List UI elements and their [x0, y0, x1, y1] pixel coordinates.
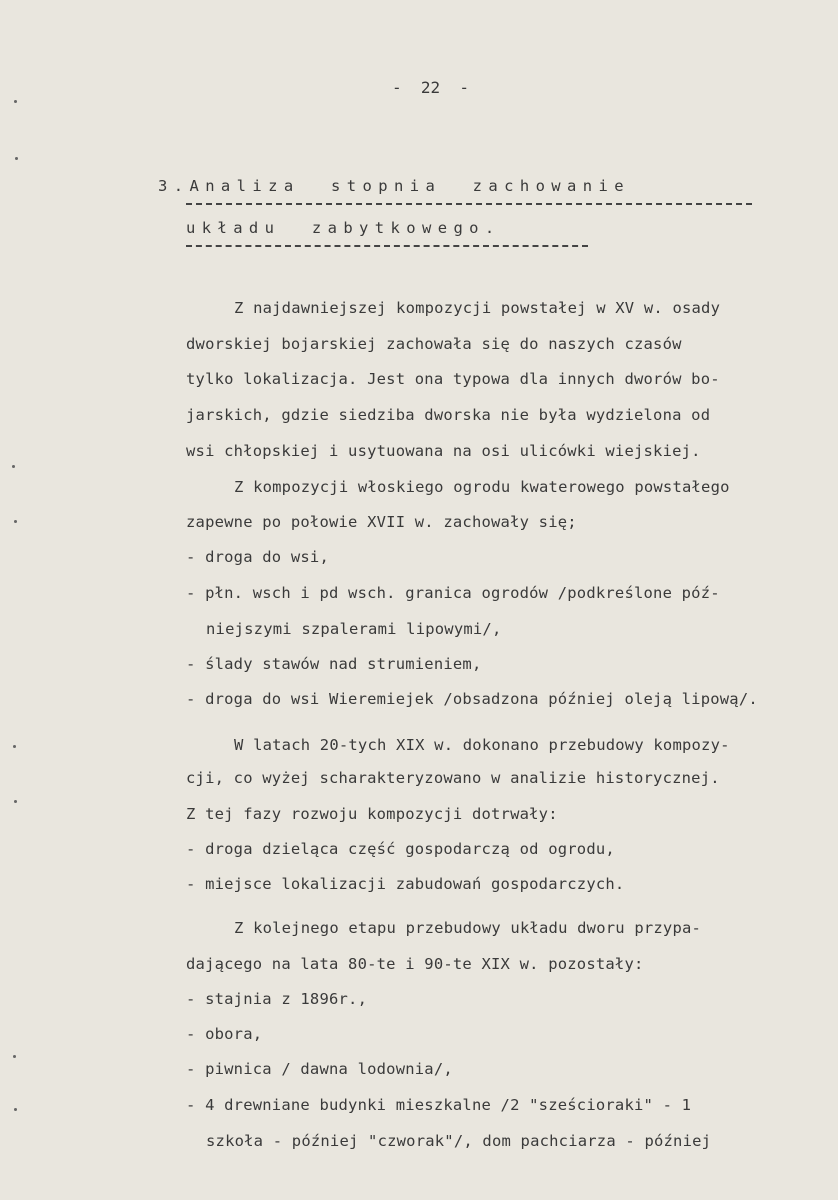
heading-underline-1 — [186, 203, 752, 205]
text-line: Z kompozycji włoskiego ogrodu kwaterowego powstałego — [234, 478, 730, 496]
margin-mark — [14, 520, 17, 523]
list-item: - stajnia z 1896r., — [186, 990, 368, 1008]
text-line: niejszymi szpalerami lipowymi/, — [206, 620, 502, 638]
text-line: Z najdawniejszej kompozycji powstałej w XV w. osady — [234, 299, 721, 317]
margin-mark — [15, 157, 18, 160]
text-line: W latach 20-tych XIX w. dokonano przebudowy kompozy- — [234, 736, 730, 754]
list-item: - droga do wsi, — [186, 548, 329, 566]
margin-mark — [14, 800, 17, 803]
text-line: Z kolejnego etapu przebudowy układu dworu przypa- — [234, 919, 702, 937]
list-item: - droga do wsi Wieremiejek /obsadzona później oleją lipową/. — [186, 690, 758, 708]
text-line: dworskiej bojarskiej zachowała się do naszych czasów — [186, 335, 682, 353]
heading-underline-2 — [186, 245, 588, 247]
margin-mark — [13, 1055, 16, 1058]
list-item: - obora, — [186, 1025, 263, 1043]
margin-mark — [13, 745, 16, 748]
text-line: szkoła - później "czworak"/, dom pachciarza - później — [206, 1132, 712, 1150]
margin-mark — [14, 100, 17, 103]
list-item: - ślady stawów nad strumieniem, — [186, 655, 482, 673]
list-item: - płn. wsch i pd wsch. granica ogrodów /podkreślone póź- — [186, 584, 720, 602]
page-number: - 22 - — [392, 78, 470, 97]
list-item: - droga dzieląca część gospodarczą od ogrodu, — [186, 840, 615, 858]
list-item: - piwnica / dawna lodownia/, — [186, 1060, 453, 1078]
list-item: - miejsce lokalizacji zabudowań gospodarczych. — [186, 875, 625, 893]
section-heading-line2: układu zabytkowego. — [186, 219, 501, 237]
text-line: wsi chłopskiej i usytuowana na osi ulicówki wiejskiej. — [186, 442, 701, 460]
margin-mark — [12, 465, 15, 468]
list-item: - 4 drewniane budynki mieszkalne /2 "sześcioraki" - 1 — [186, 1096, 692, 1114]
text-line: dającego na lata 80-te i 90-te XIX w. pozostały: — [186, 955, 644, 973]
section-heading-line1: 3.Analiza stopnia zachowanie — [158, 177, 630, 195]
margin-mark — [14, 1108, 17, 1111]
text-line: Z tej fazy rozwoju kompozycji dotrwały: — [186, 805, 558, 823]
text-line: tylko lokalizacja. Jest ona typowa dla innych dworów bo- — [186, 370, 720, 388]
text-line: cji, co wyżej scharakteryzowano w analizie historycznej. — [186, 769, 720, 787]
text-line: jarskich, gdzie siedziba dworska nie była wydzielona od — [186, 406, 711, 424]
text-line: zapewne po połowie XVII w. zachowały się; — [186, 513, 577, 531]
